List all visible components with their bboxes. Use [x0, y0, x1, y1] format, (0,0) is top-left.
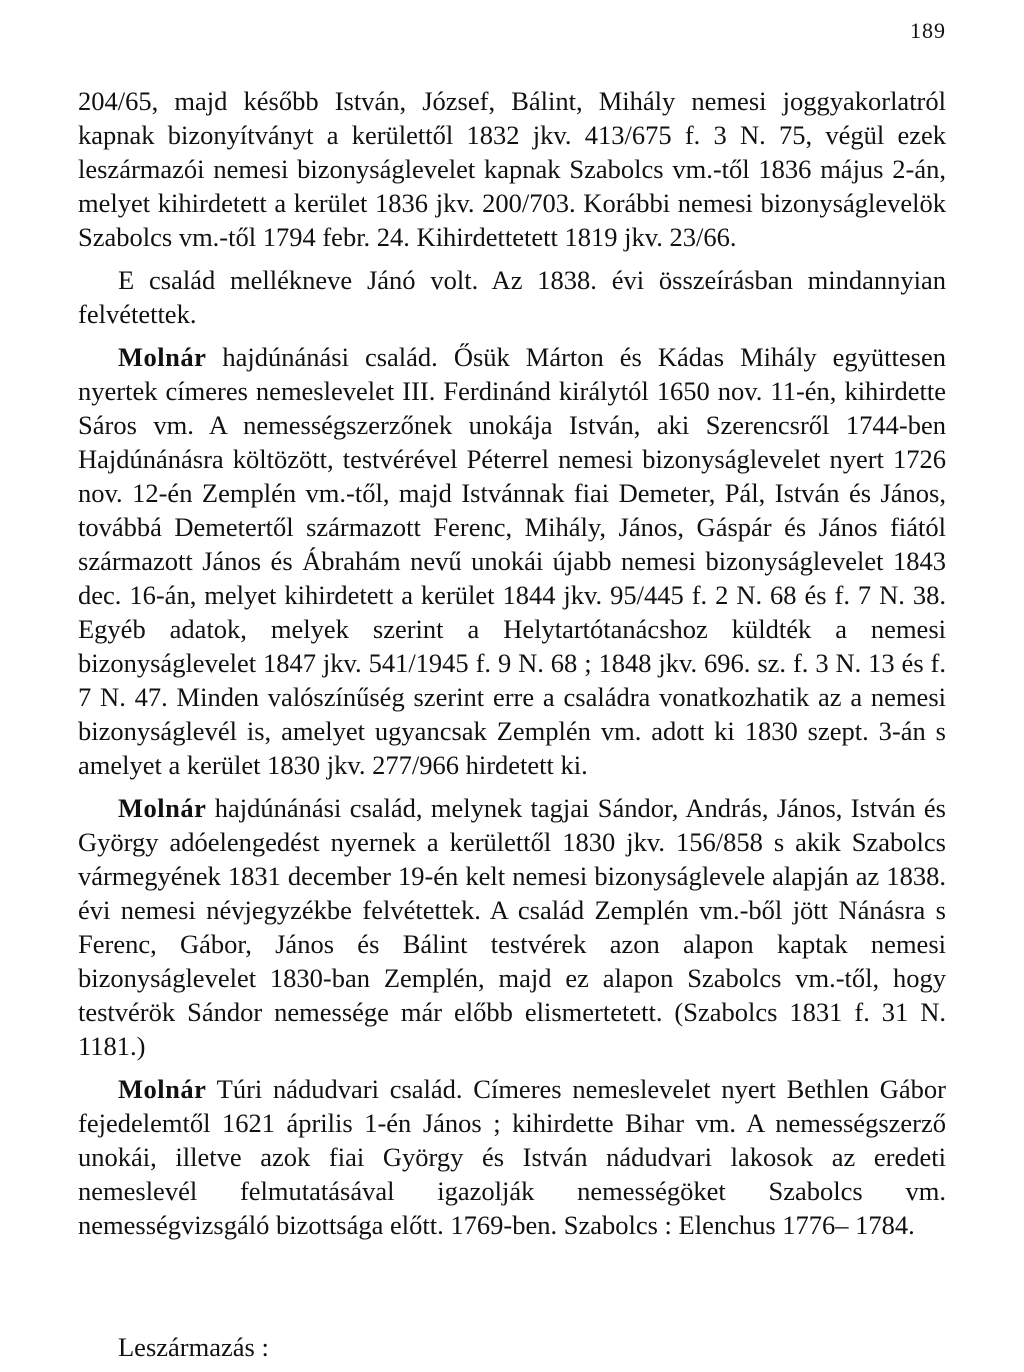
paragraph-head: Molnár	[118, 342, 207, 372]
paragraph-text: 204/65, majd később István, József, Bálint, Mihály nemesi joggyakorlatról kapnak bizonyítványt a kerülettől 1832 jkv. 413/675 f. 3 N. 75, végül ezek leszármazói nemesi bizonyságlevelet kapnak Szabolcs vm.-től 1836 május 2-án, melyet kihirdetett a kerület 1836 jkv. 200/703. Korábbi nemesi bizonyságlevelök Szabolcs vm.-től 1794 febr. 24. Kihirdettetett 1819 jkv. 23/66.	[78, 86, 946, 252]
paragraph-text: E család mellékneve Jánó volt. Az 1838. évi összeírásban mindannyian felvétettek.	[78, 265, 946, 329]
paragraph	[78, 1072, 946, 1242]
document-page	[78, 0, 946, 1372]
paragraph-text: Túri nádudvari család. Címeres nemeslevelet nyert Bethlen Gábor fejedelemtől 1621 április 1-én János ; kihirdette Bihar vm. A nemességszerző unokái, illetve azok fiai György és István nádudvari lakosok az eredeti nemeslevél felmutatásával igazolják nemességöket Szabolcs vm. nemességvizsgáló bizottsága előtt. 1769-ben. Szabolcs : Elenchus 1776– 1784.	[78, 1074, 946, 1240]
trailing-line: Leszármazás :	[118, 1332, 269, 1362]
paragraph	[78, 340, 946, 782]
paragraph	[78, 84, 946, 254]
paragraph-head: Molnár	[118, 1074, 207, 1104]
page-number: 189	[910, 18, 946, 43]
body-text	[78, 84, 946, 1242]
paragraph	[78, 791, 946, 1063]
paragraph-text: hajdúnánási család. Ősük Márton és Kádas Mihály együttesen nyertek címeres nemeslevelet III. Ferdinánd királytól 1650 nov. 11-én, kihirdette Sáros vm. A nemességszerzőnek unokája István, aki Szerencsről 1744-ben Hajdúnánásra költözött, testvérével Péterrel nemesi bizonyságlevelet nyert 1726 nov. 12-én Zemplén vm.-től, majd Istvánnak fiai Demeter, Pál, István és János, továbbá Demetertől származott Ferenc, Mihály, János, Gáspár és János fiától származott János és Ábrahám nevű unokái újabb nemesi bizonyságlevelet 1843 dec. 16-án, melyet kihirdetett a kerület 1844 jkv. 95/445 f. 2 N. 68 és f. 7 N. 38. Egyéb adatok, melyek szerint a Helytartótanácshoz küldték a nemesi bizonyságlevelet 1847 jkv. 541/1945 f. 9 N. 68 ; 1848 jkv. 696. sz. f. 3 N. 13 és f. 7 N. 47. Minden valószínűség szerint erre a családra vonatkozhatik az a nemesi bizonyságlevél is, amelyet ugyancsak Zemplén vm. adott ki 1830 szept. 3-án s amelyet a kerület 1830 jkv. 277/966 hirdetett ki.	[78, 342, 946, 780]
paragraph-text: hajdúnánási család, melynek tagjai Sándor, András, János, István és György adóelengedést nyernek a kerülettől 1830 jkv. 156/858 s akik Szabolcs vármegyének 1831 december 19-én kelt nemesi bizonyságlevele alapján az 1838. évi nemesi névjegyzékbe felvétettek. A család Zemplén vm.-ből jött Nánásra s Ferenc, Gábor, János és Bálint testvérek azon alapon kaptak nemesi bizonyságlevelet 1830-ban Zemplén, majd ez alapon Szabolcs vm.-től, hogy testvérök Sándor nemessége már előbb elismertetett. (Szabolcs 1831 f. 31 N. 1181.)	[78, 793, 946, 1061]
paragraph-head: Molnár	[118, 793, 207, 823]
paragraph	[78, 263, 946, 331]
